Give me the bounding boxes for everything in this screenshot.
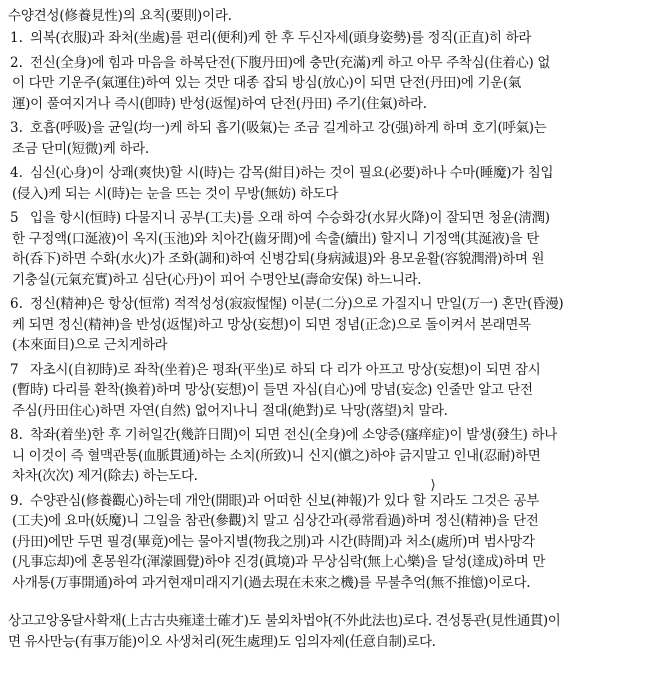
rule-text — [12, 118, 642, 159]
rule-line: 니 이것이 즉 혈맥관통(血脈貫通)하는 소치(所致)니 신지(愼之)하야 긁지말고 인내(忍耐)하면 — [12, 447, 541, 464]
rule-number: 8. — [10, 427, 23, 443]
rule-line: 케 되면 정신(精神)을 반성(返惺)하고 망상(妄想)이 되면 정념(正念)으로 돌이켜서 본래면목 — [12, 316, 531, 333]
rule-number: 6. — [10, 296, 23, 312]
rule-number: 7 — [10, 361, 19, 378]
rule-item-4 — [8, 163, 642, 204]
rule-item-3 — [8, 118, 642, 159]
rule-line: 運)이 풀여지거나 즉시(卽時) 반성(返惺)하여 단전(丹田) 주기(住氣)하라. — [12, 95, 427, 112]
rule-number: 1. — [10, 30, 23, 46]
rule-line: 하(呑下)하면 수화(水火)가 조화(調和)하여 신병감퇴(身病減退)와 용모윤활(容貌潤滑)하며 원 — [12, 251, 545, 267]
rule-item-9 — [8, 491, 642, 594]
rule-item-6 — [8, 294, 642, 356]
rule-number: 9. — [10, 492, 23, 509]
rule-line: 기충실(元氣充實)하고 심단(心丹)이 피어 수명안보(壽命安保) 하느니라. — [12, 271, 422, 288]
rule-text — [12, 163, 642, 204]
rule-line: 조금 단미(短微)케 하라. — [12, 140, 149, 157]
rule-line: 호흡(呼吸)을 균일(均一)케 하되 흡기(吸氣)는 조금 길게하고 강(强)하게 하며 호기(呼氣)는 — [30, 120, 547, 136]
rule-line: 주심(丹田住心)하면 자연(自然) 없어지나니 절대(絶對)로 낙망(落望)치 말라. — [12, 402, 448, 419]
rule-item-1 — [8, 28, 642, 49]
rule-line: 한 구정액(口涎液)이 옥지(玉池)와 치아간(齒牙間)에 속출(續出) 할지니 기정액(其涎液)을 탄 — [12, 230, 539, 247]
rule-list — [8, 28, 642, 593]
rule-text — [12, 360, 642, 422]
rule-line: (侵入)케 되는 시(時)는 눈을 뜨는 것이 무방(無妨) 하도다 — [12, 185, 338, 202]
rule-item-2 — [8, 53, 642, 115]
rule-line: 심신(心身)이 상쾌(爽快)할 시(時)는 감목(紺目)하는 것이 필요(必要)하나 수마(睡魔)가 침입 — [30, 165, 554, 181]
rule-line: 자초시(自初時)로 좌착(坐着)은 평좌(平坐)로 하되 다 리가 아프고 망상(妄想)이 되면 잠시 — [30, 361, 541, 378]
rule-item-5 — [8, 208, 642, 290]
rule-number: 3. — [10, 120, 23, 136]
rule-line: (丹田)에만 두면 필경(畢竟)에는 물아지별(物我之別)과 시간(時間)과 처소(處所)며 범사망각 — [12, 533, 535, 550]
rule-item-8 — [8, 425, 642, 487]
document-title: 수양견성(修養見性)의 요칙(要則)이라. — [8, 8, 232, 24]
rule-line: (暫時) 다리를 환착(換着)하며 망상(妄想)이 들면 자심(自心)에 망념(妄念) 인줄만 알고 단전 — [12, 382, 533, 398]
rule-number: 5 — [10, 210, 19, 226]
rule-line: (工夫)에 요마(妖魔)니 그일을 참관(參觀)치 말고 심상간과(尋常看過)하며 정신(精神)을 단전 — [12, 513, 539, 529]
rule-item-7 — [8, 360, 642, 422]
rule-text — [12, 425, 642, 487]
rule-line: 입을 항시(恒時) 다물지니 공부(工夫)를 오래 하여 수승화강(水昇火降)이 잘되면 청윤(淸潤) — [30, 210, 550, 226]
rule-line: 전신(全身)에 힘과 마음을 하복단전(下腹丹田)에 충만(充滿)케 하고 아무 주착심(住着心) 없 — [30, 54, 551, 71]
rule-line: (凡事忘却)에 혼몽원각(渾濛圓覺)하야 진경(眞境)과 무상심락(無上心樂)을 달성(達成)하며 만 — [12, 554, 546, 570]
rule-line: 차차(次次) 제거(除去) 하는도다. — [12, 468, 198, 484]
rule-line: (本來面目)으로 근치게하라 — [12, 337, 168, 353]
rule-line: 정신(精神)은 항상(恒常) 적적성성(寂寂惺惺) 이분(二分)으로 가질지니 만일(万一) 혼만(昏漫) — [30, 296, 564, 312]
rule-text — [30, 28, 642, 49]
closing-line: 상고고앙옹달사확재(上古古央雍達士確才)도 불외차법야(不外此法也)로다. 견성통관(見性通貫)이 — [8, 613, 561, 629]
pen-mark-icon — [430, 478, 436, 492]
rule-text — [12, 491, 642, 594]
rule-line: 수양관심(修養觀心)하는데 개안(開眼)과 어떠한 신보(神報)가 있다 할 지라도 그것은 공부 — [30, 492, 539, 509]
rule-text — [12, 208, 642, 290]
closing-paragraph — [8, 611, 642, 652]
rule-line: 이 다만 기운주(氣運住)하여 있는 것만 대종 잡되 방심(放心)이 되면 단전(丹田)에 기운(氣 — [12, 75, 521, 91]
rule-line: 사개통(万事開通)하여 과거현재미래지기(過去現在未來之機)를 무불추억(無不推憶)이로다. — [12, 574, 531, 591]
rule-number: 4. — [10, 165, 23, 181]
rule-text — [12, 294, 642, 356]
rule-number: 2. — [10, 54, 23, 71]
rule-text — [12, 53, 642, 115]
rule-line: 의복(衣服)과 좌처(坐處)를 편리(便利)케 한 후 두신자세(頭身姿勢)를 정직(正直)히 하라 — [30, 30, 532, 46]
closing-line: 면 유사만능(有事万能)이오 사생처리(死生處理)도 임의자제(任意自制)로다. — [8, 633, 436, 650]
rule-line: 착좌(着坐)한 후 기허일간(幾許日間)이 되면 전신(全身)에 소양증(瘙痒症)이 발생(發生) 하나 — [30, 427, 557, 443]
